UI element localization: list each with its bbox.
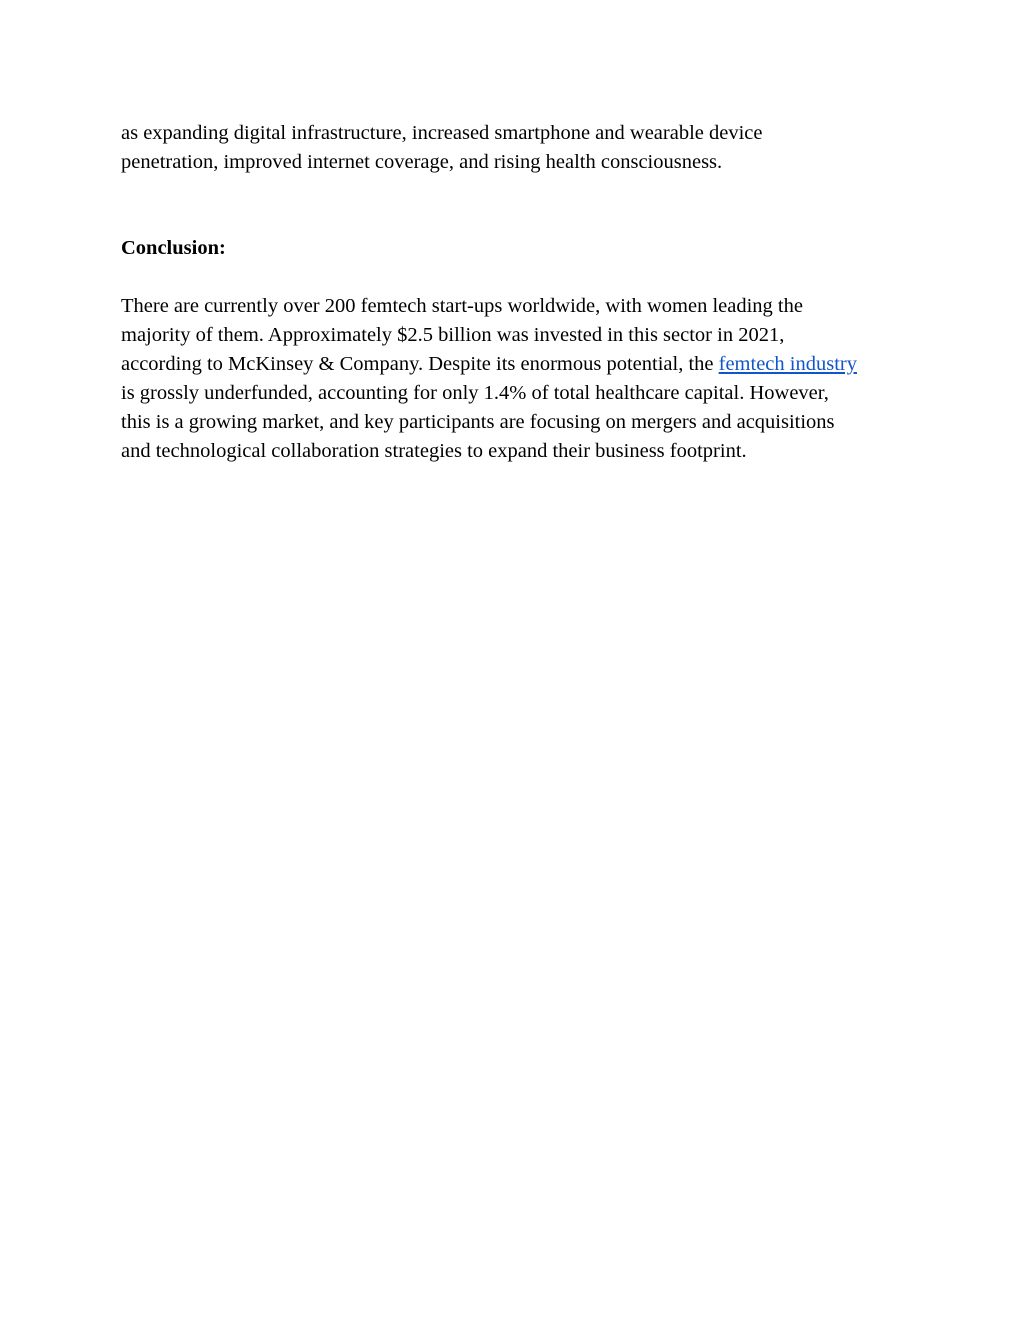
intro-line-1: as expanding digital infrastructure, increased smartphone and wearable device	[121, 122, 763, 144]
conclusion-line-1: There are currently over 200 femtech start-ups worldwide, with women leading the	[121, 295, 803, 317]
conclusion-line-5: this is a growing market, and key participants are focusing on mergers and acquisitions	[121, 411, 835, 433]
conclusion-line-3-text: according to McKinsey & Company. Despite its enormous potential, the	[121, 353, 719, 375]
conclusion-line-2: majority of them. Approximately $2.5 billion was invested in this sector in 2021,	[121, 324, 785, 346]
conclusion-line-4: is grossly underfunded, accounting for only 1.4% of total healthcare capital. However,	[121, 382, 829, 404]
conclusion-heading: Conclusion:	[121, 237, 226, 259]
conclusion-line-3	[121, 350, 921, 379]
intro-line-2: penetration, improved internet coverage, and rising health consciousness.	[121, 151, 723, 173]
femtech-industry-link[interactable]: femtech industry	[718, 353, 857, 375]
intro-paragraph	[121, 119, 921, 177]
conclusion-line-6: and technological collaboration strategies to expand their business footprint.	[121, 440, 747, 462]
conclusion-paragraph	[121, 292, 921, 466]
